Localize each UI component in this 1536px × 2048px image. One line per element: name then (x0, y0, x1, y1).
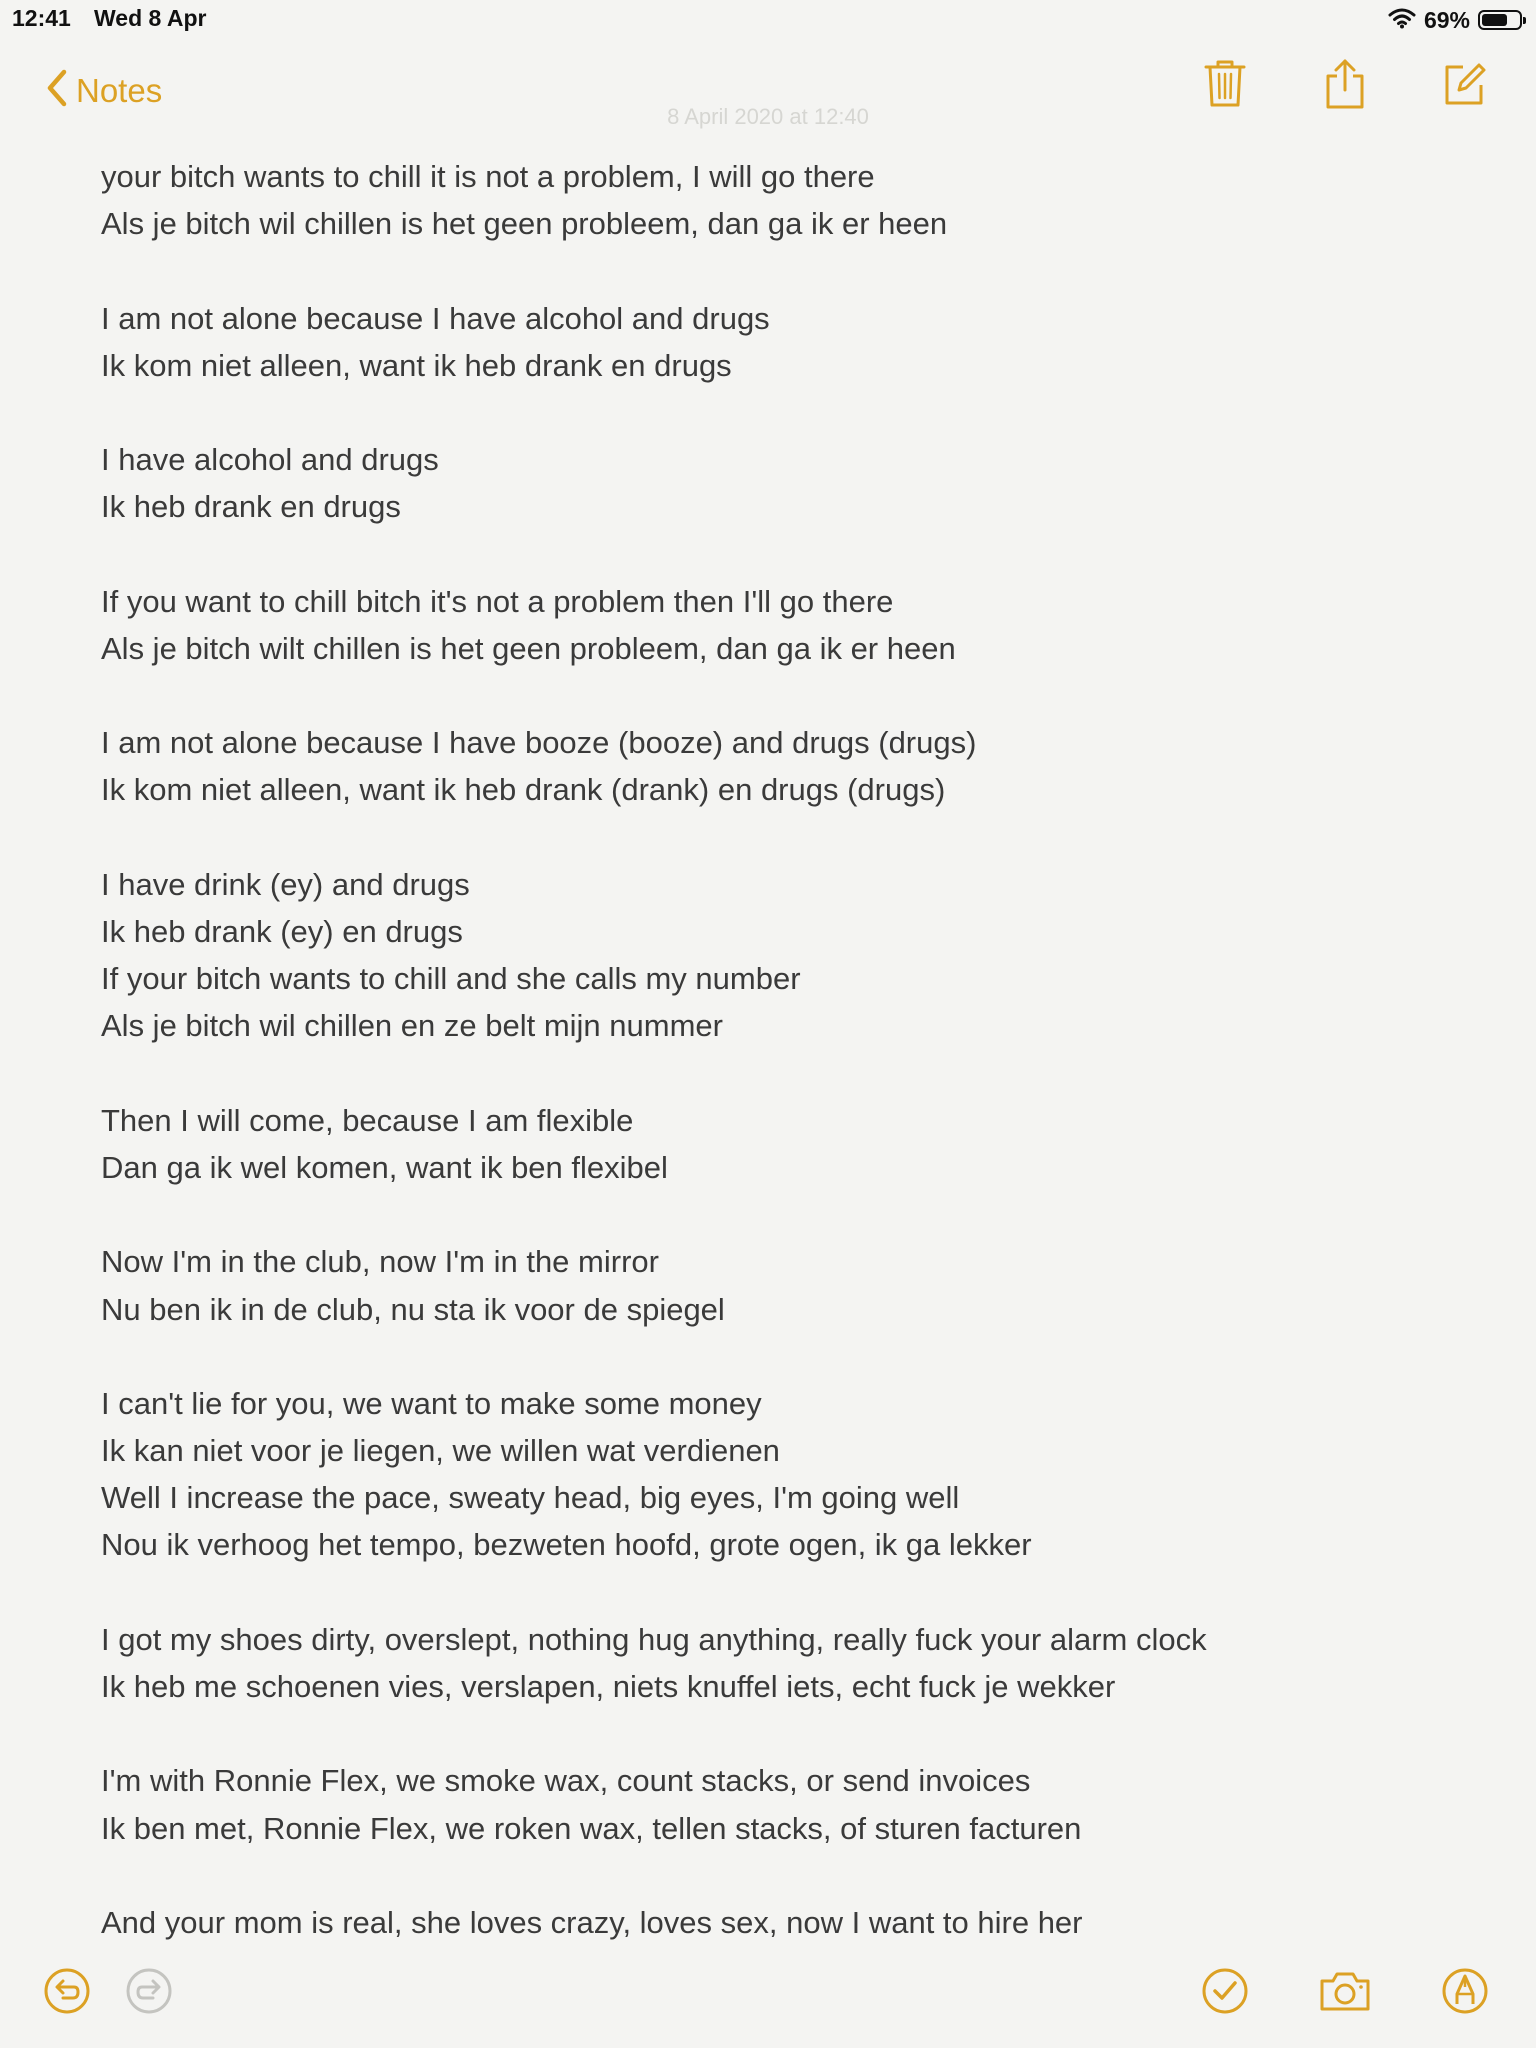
note-line: Nu ben ik in de club, nu sta ik voor de spiegel (101, 1291, 725, 1327)
note-line: Als je bitch wil chillen is het geen probleem, dan ga ik er heen (101, 206, 948, 242)
note-blank-line (101, 1710, 1481, 1757)
back-label: Notes (76, 71, 163, 109)
note-blank-line (101, 389, 1481, 436)
note-line: I am not alone because I have booze (booze) and drugs (drugs) (101, 725, 977, 761)
checklist-button[interactable] (1196, 1964, 1254, 2022)
camera-icon (1318, 1969, 1372, 2018)
note-line: I have alcohol and drugs (101, 442, 439, 478)
status-indicators (1388, 4, 1522, 36)
note-line: And your mom is real, she loves crazy, loves sex, now I want to hire her (101, 1904, 1083, 1940)
note-line: Ik ben met, Ronnie Flex, we roken wax, tellen stacks, of sturen facturen (101, 1810, 1082, 1846)
checkmark-circle-icon (1201, 1967, 1249, 2020)
undo-button[interactable] (38, 1964, 96, 2022)
note-line: If your bitch wants to chill and she calls my number (101, 961, 801, 997)
note-blank-line (101, 1852, 1481, 1899)
note-line: I got my shoes dirty, overslept, nothing hug anything, really fuck your alarm clock (101, 1621, 1207, 1657)
camera-button[interactable] (1316, 1964, 1374, 2022)
note-line: Ik heb drank (ey) en drugs (101, 914, 463, 949)
status-bar (0, 0, 1536, 40)
note-line: Then I will come, because I am flexible (101, 1102, 634, 1138)
note-line: Ik kan niet voor je liegen, we willen wat verdienen (101, 1433, 780, 1469)
note-blank-line (101, 247, 1481, 294)
note-line: Ik kom niet alleen, want ik heb drank en drugs (101, 347, 732, 383)
note-blank-line (101, 531, 1481, 578)
note-line: Als je bitch wil chillen en ze belt mijn nummer (101, 1008, 723, 1044)
note-blank-line (101, 1050, 1481, 1097)
note-line: I have drink (ey) and drugs (101, 866, 470, 902)
note-blank-line (101, 1569, 1481, 1616)
redo-icon (125, 1967, 173, 2020)
note-body[interactable] (101, 153, 1481, 1946)
note-line: I can't lie for you, we want to make some money (101, 1385, 762, 1421)
note-timestamp: 8 April 2020 at 12:40 (667, 104, 869, 129)
note-line: Ik heb drank en drugs (101, 489, 401, 525)
note-line: I am not alone because I have alcohol and drugs (101, 300, 770, 336)
note-blank-line (101, 1333, 1481, 1380)
status-date: Wed 8 Apr (94, 5, 207, 31)
note-blank-line (101, 672, 1481, 719)
markup-button[interactable] (1436, 1964, 1494, 2022)
battery-icon (1478, 10, 1522, 30)
markup-pen-icon (1441, 1967, 1489, 2020)
note-line: Nou ik verhoog het tempo, bezweten hoofd, grote ogen, ik ga lekker (101, 1527, 1032, 1563)
note-line: Now I'm in the club, now I'm in the mirror (101, 1244, 659, 1280)
note-line: I'm with Ronnie Flex, we smoke wax, count stacks, or send invoices (101, 1763, 1031, 1799)
note-blank-line (101, 1191, 1481, 1238)
undo-icon (43, 1967, 91, 2020)
note-line: Dan ga ik wel komen, want ik ben flexibel (101, 1149, 668, 1185)
note-blank-line (101, 814, 1481, 861)
note-line: Ik kom niet alleen, want ik heb drank (drank) en drugs (drugs) (101, 772, 946, 808)
battery-percentage: 69% (1423, 6, 1470, 33)
wifi-icon (1388, 7, 1416, 34)
note-line: Well I increase the pace, sweaty head, big eyes, I'm going well (101, 1480, 960, 1516)
redo-button[interactable] (120, 1964, 178, 2022)
note-line: Als je bitch wilt chillen is het geen probleem, dan ga ik er heen (101, 630, 956, 666)
note-line: your bitch wants to chill it is not a problem, I will go there (101, 159, 875, 194)
status-time: 12:41 (12, 5, 71, 31)
bottom-toolbar (0, 1960, 1536, 2030)
note-line: Ik heb me schoenen vies, verslapen, niets knuffel iets, echt fuck je wekker (101, 1669, 1116, 1704)
note-line: If you want to chill bitch it's not a problem then I'll go there (101, 583, 894, 619)
